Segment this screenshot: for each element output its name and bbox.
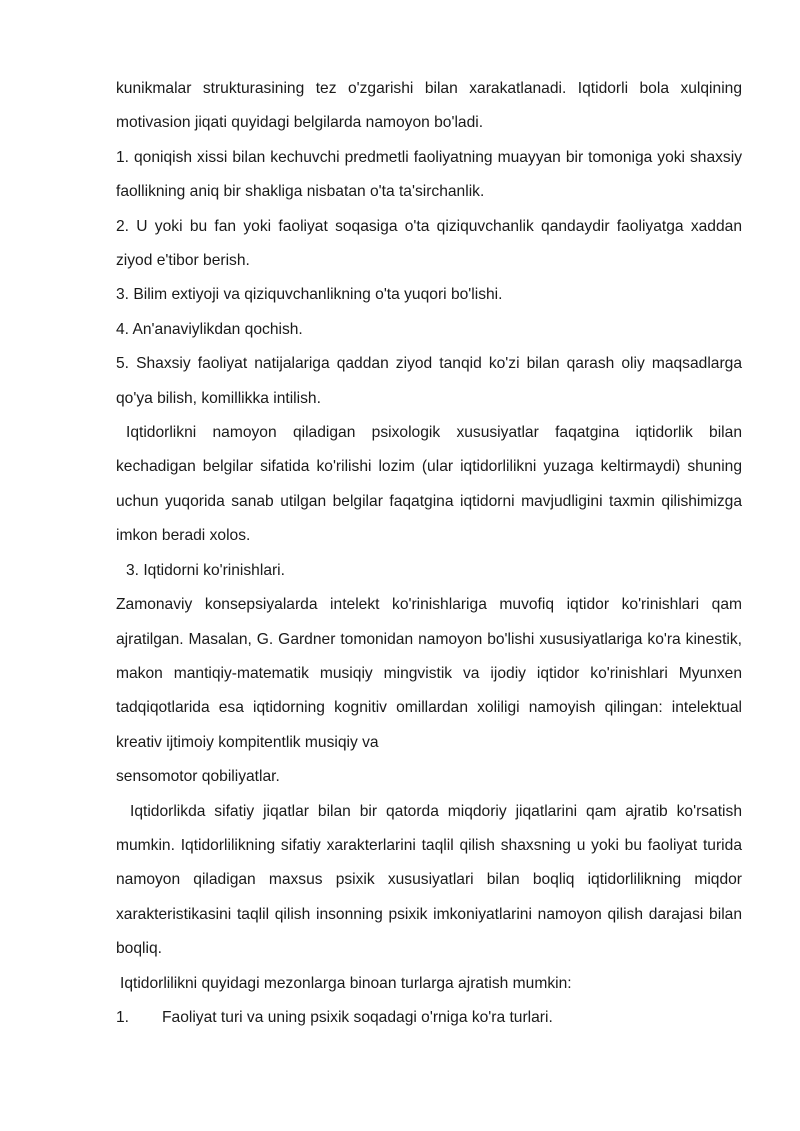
paragraph-types: Zamonaviy konsepsiyalarda intelekt ko'rinishlariga muvofiq iqtidor ko'rinishlari qam ajratilgan. Masalan, G. Gardner tomonidan namoyon bo'lishi xususiyatlariga ko'ra kinestik, makon mantiqiy-matematik musiqiy mingvistik va ijodiy iqtidor ko'rinishlari Myunxen tadqiqotlarida esa iqtidorning kognitiv omillardan xoliligi namoyish qilingan: intelektual kreativ ijtimoiy kompitentlik musiqiy va bbox=[116, 596, 742, 751]
paragraph-types-end: sensomotor qobiliyatlar. bbox=[116, 768, 280, 786]
paragraph-quality: Iqtidorlikda sifatiy jiqatlar bilan bir qatorda miqdoriy jiqatlarini qam ajratib ko'rsatish mumkin. Iqtidorlilikning sifatiy xarakterlarini taqlil qilish shaxsning u yoki bu faoliyat turida namoyon qiladigan maxsus psixik xususiyatlari bilan boqliq iqtidorlilikning miqdor xarakteristikasini taqlil qilish insonning psixik imkoniyatlarini namoyon qilish darajasi bilan boqliq. bbox=[116, 802, 742, 958]
list-item-1: 1. qoniqish xissi bilan kechuvchi predmetli faoliyatning muayyan bir tomoniga yoki shaxsiy faollikning aniq bir shakliga nisbatan o'ta ta'sirchanlik. bbox=[116, 148, 742, 201]
list-item-3: 3. Bilim extiyoji va qiziquvchanlikning o'ta yuqori bo'lishi. bbox=[116, 286, 503, 304]
list-text: Faoliyat turi va uning psixik soqadagi o'rniga ko'ra turlari. bbox=[162, 1008, 553, 1026]
section-heading: 3. Iqtidorni ko'rinishlari. bbox=[126, 561, 285, 579]
list-item-4: 4. An'anaviylikdan qochish. bbox=[116, 320, 303, 338]
document-body bbox=[116, 72, 742, 1035]
list-number: 1. bbox=[116, 1008, 130, 1026]
paragraph-features: Iqtidorlikni namoyon qiladigan psixologik xususiyatlar faqatgina iqtidorlik bilan kechadigan belgilar sifatida ko'rilishi lozim (ular iqtidorlilikni yuzaga keltirmaydi) shuning uchun yuqorida sanab utilgan belgilar faqatgina iqtidorni mavjudligini taxmin qilishimizga imkon beradi xolos. bbox=[116, 424, 742, 545]
list-item-2: 2. U yoki bu fan yoki faoliyat soqasiga o'ta qiziquvchanlik qandaydir faoliyatga xaddan ziyod e'tibor berish. bbox=[116, 217, 742, 270]
numbered-list-item bbox=[116, 1001, 742, 1035]
paragraph-intro: kunikmalar strukturasining tez o'zgarishi bilan xarakatlanadi. Iqtidorli bola xulqining motivasion jiqati quyidagi belgilarda namoyon bo'ladi. bbox=[116, 80, 742, 132]
list-item-5: 5. Shaxsiy faoliyat natijalariga qaddan ziyod tanqid ko'zi bilan qarash oliy maqsadlarga qo'ya bilish, komillikka intilish. bbox=[116, 355, 742, 407]
paragraph-criteria: Iqtidorlilikni quyidagi mezonlarga binoan turlarga ajratish mumkin: bbox=[120, 974, 572, 992]
